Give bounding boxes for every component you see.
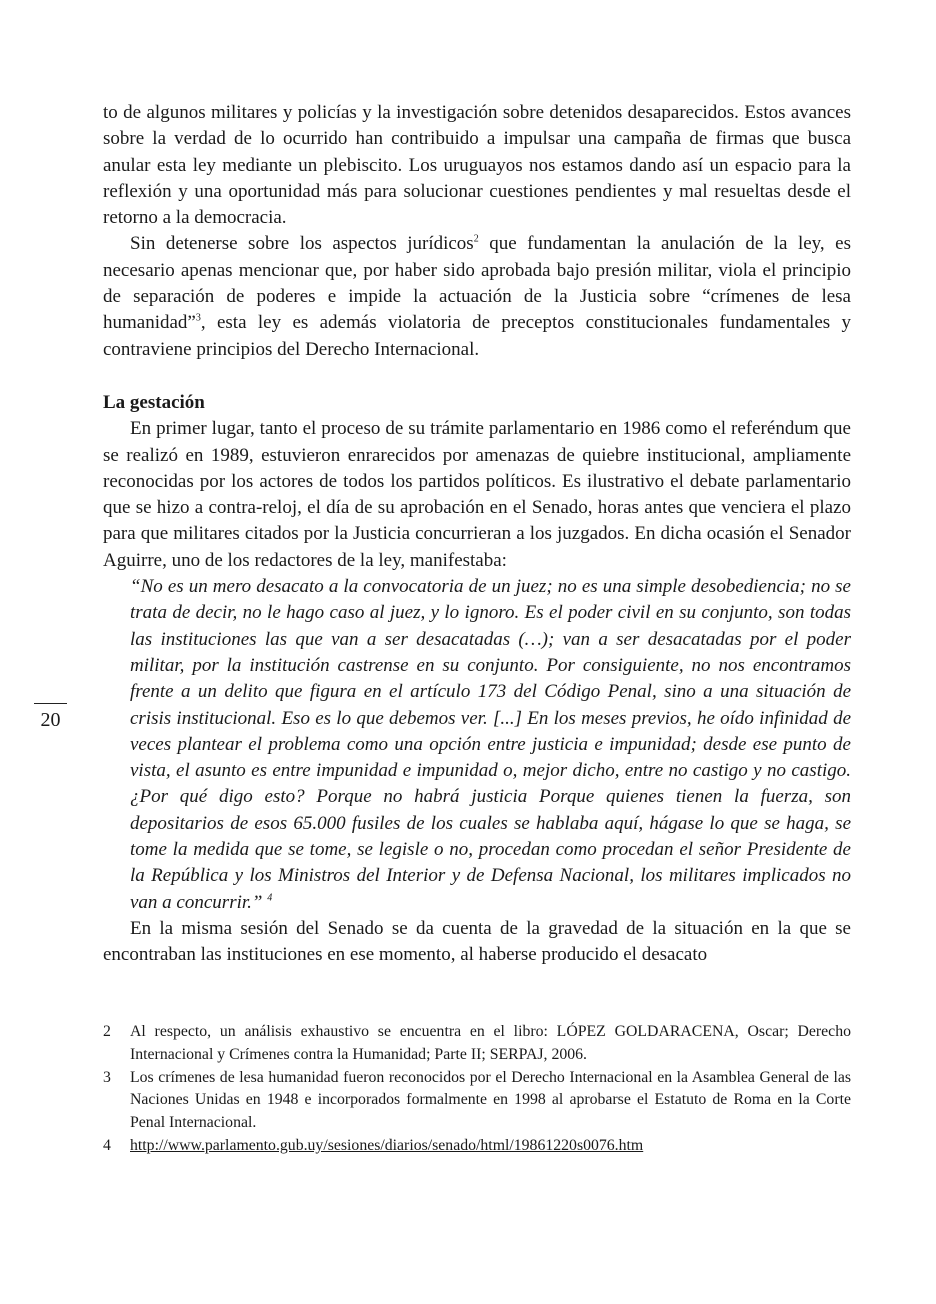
section-gestacion: [103, 390, 851, 969]
footnote-3: [103, 1067, 851, 1135]
footnote-text-wrapper: [130, 1135, 851, 1158]
footnote-ref-4[interactable]: 4: [267, 892, 273, 904]
block-quote: [130, 574, 851, 916]
paragraph-2-part-a: Sin detenerse sobre los aspectos jurídicos: [130, 233, 474, 255]
paragraph-2-part-c: , esta ley es además violatoria de preceptos constitucionales fundamentales y contraviene principios del Derecho Internacional.: [103, 312, 851, 360]
page-number-rule: [34, 703, 67, 704]
footnote-4: [103, 1135, 851, 1158]
footnote-text: Los crímenes de lesa humanidad fueron reconocidos por el Derecho Internacional en la Asamblea General de las Naciones Unidas en 1948 e incorporados formalmente en 1998 al aprobarse el Estatuto de Roma en la Corte Penal Internacional.: [130, 1068, 851, 1132]
page-number: 20: [40, 709, 61, 731]
quote-text: “No es un mero desacato a la convocatoria de un juez; no es una simple desobediencia; no se trata de decir, no le hago caso al juez, y lo ignoro. Es el poder civil en su conjunto, son todas las instituciones las que van a ser desacatadas (…); van a ser desacatadas por el poder militar, por la institución castrense en su conjunto. Por consiguiente, no nos encontramos frente a un delito que figura en el artículo 173 del Código Penal, sino a una situación de crisis institucional. Eso es lo que debemos ver. [...] En los meses previos, he oído infinidad de veces plantear el problema como una opción entre justicia e impunidad; desde ese punto de vista, el asunto es entre impunidad e impunidad o, mejor dicho, entre no castigo y no castigo. ¿Por qué digo esto? Porque no habrá justicia Porque quienes tienen la fuerza, son depositarios de esos 65.000 fusiles de los cuales se hablaba aquí, hágase lo que se haga, se tome la medida que se tome, se legisle o no, procedan como procedan el señor Presidente de la República y los Ministros del Interior y de Defensa Nacional, los militares implicados no van a concurrir.”: [130, 576, 851, 913]
footnote-number: 3: [103, 1068, 111, 1086]
paragraph-1: to de algunos militares y policías y la investigación sobre detenidos desaparecidos. Estos avances sobre la verdad de lo ocurrido han contribuido a impulsar una campaña de firmas que busca anular esta ley mediante un plebiscito. Los uruguayos nos estamos dando así un espacio para la reflexión y una oportunidad más para solucionar cuestiones pendientes y mal resueltas desde el retorno a la democracia.: [103, 102, 851, 229]
footnote-number: 2: [103, 1023, 111, 1040]
footnote-ref-3[interactable]: 3: [195, 313, 201, 325]
paragraph-3: En primer lugar, tanto el proceso de su trámite parlamentario en 1986 como el referéndum que se realizó en 1989, estuvieron enrarecidos por amenazas de quiebre institucional, ampliamente reconocidas por los actores de todos los partidos políticos. Es ilustrativo el debate parlamentario que se hizo a contra-reloj, el día de su aprobación en el Senado, horas antes que venciera el plazo para que militares citados por la Justicia concurrieran a los juzgados. En dicha ocasión el Senador Aguirre, uno de los redactores de la ley, manifestaba:: [103, 418, 851, 571]
section-heading: La gestación: [103, 392, 205, 413]
footnote-number: 4: [103, 1136, 111, 1154]
intro-text: [103, 100, 851, 363]
paragraph-2-part-b: que fundamentan la anulación de la ley, es necesario apenas mencionar que, por haber sido aprobada bajo presión militar, viola el principio de separación de poderes e impide la actuación de la Justicia sobre “crímenes de lesa humanidad”: [103, 233, 851, 334]
footnote-link[interactable]: http://www.parlamento.gub.uy/sesiones/diarios/senado/html/19861220s0076.htm: [130, 1136, 644, 1154]
footnote-text: Al respecto, un análisis exhaustivo se encuentra en el libro: LÓPEZ GOLDARACENA, Oscar; Derecho Internacional y Crímenes contra la Humanidad; Parte II; SERPAJ, 2006.: [130, 1023, 851, 1063]
footnote-ref-2[interactable]: 2: [473, 234, 479, 246]
footnotes: [103, 1021, 851, 1158]
paragraph-2: [103, 231, 851, 362]
paragraph-4: En la misma sesión del Senado se da cuenta de la gravedad de la situación en la que se encontraban las instituciones en ese momento, al haberse producido el desacato: [103, 917, 851, 966]
footnote-2: [103, 1021, 851, 1067]
